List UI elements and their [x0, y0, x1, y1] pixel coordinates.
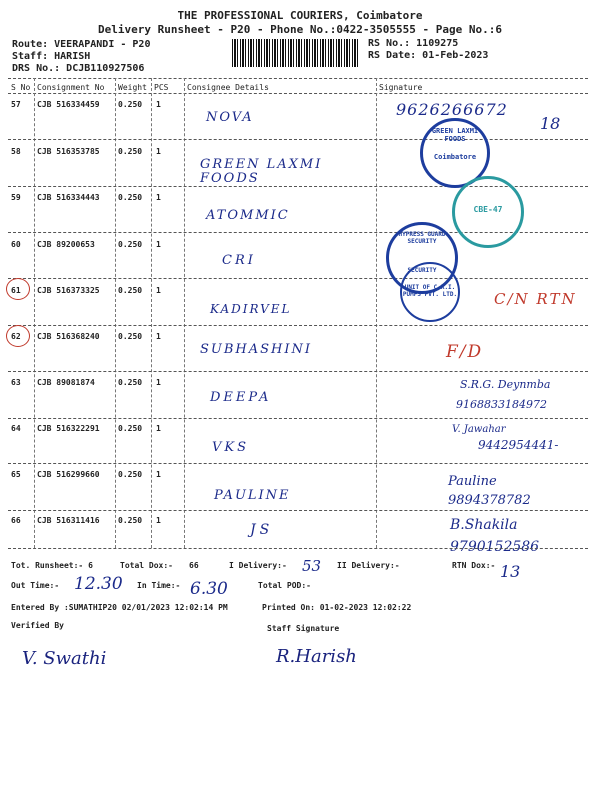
row-consignment-no: CJB 516311416: [37, 516, 100, 525]
staff-label: Staff: HARISH: [12, 51, 91, 62]
col-separator: [376, 78, 377, 548]
row-consignee: ATOMMIC: [206, 208, 290, 223]
total-dox-value: 66: [189, 561, 199, 570]
route-label: Route: VEERAPANDI - P20: [12, 39, 151, 50]
col-signature: Signature: [379, 83, 423, 92]
row-signature: 9442954441-: [478, 438, 559, 452]
row-weight: 0.250: [118, 100, 143, 109]
teal-company-stamp: [452, 176, 524, 248]
cri-pumps-stamp: [400, 262, 460, 322]
col-weight: Weight: [118, 83, 147, 92]
row-pcs: 1: [156, 193, 161, 202]
total-pod-label: Total POD:-: [258, 581, 311, 590]
row-sno: 63: [11, 378, 21, 387]
row-consignee: NOVA: [206, 110, 254, 125]
tot-runsheet: Tot. Runsheet:- 6: [11, 561, 93, 570]
rs-number: RS No.: 1109275: [368, 38, 459, 49]
stamp-ring-text: HYPRESS GUARD SECURITY: [398, 231, 446, 245]
row-weight: 0.250: [118, 470, 143, 479]
row-weight: 0.250: [118, 147, 143, 156]
row-sno: 58: [11, 147, 21, 156]
row-pcs: 1: [156, 378, 161, 387]
row-consignment-no: CJB 516299660: [37, 470, 100, 479]
entered-by: Entered By :SUMATHIP20 02/01/2023 12:02:14 PM: [11, 603, 228, 612]
row-signature-note: 18: [540, 114, 561, 133]
row-consignment-no: CJB 516334459: [37, 100, 100, 109]
stamp-center-text: CBE-47: [473, 205, 503, 214]
row-weight: 0.250: [118, 378, 143, 387]
row-consignment-no: CJB 516322291: [37, 424, 100, 433]
row-signature: B.Shakila 9790152586: [450, 517, 540, 555]
i-delivery-label: I Delivery:-: [229, 561, 287, 570]
col-pcs: PCS: [154, 83, 169, 92]
row-divider: [8, 418, 588, 419]
row-divider: [8, 371, 588, 372]
row-sno: 62: [11, 332, 21, 341]
i-delivery-value: 53: [302, 557, 322, 575]
drs-number: DRS No.: DCJB110927506: [12, 63, 145, 74]
verified-by-label: Verified By: [11, 621, 64, 630]
col-consignee: Consignee Details: [187, 83, 269, 92]
in-time-label: In Time:-: [137, 581, 181, 590]
row-pcs: 1: [156, 240, 161, 249]
row-sno: 65: [11, 470, 21, 479]
rtn-dox-label: RTN Dox:-: [452, 561, 496, 570]
row-signature: Pauline 9894378782: [448, 474, 531, 508]
header-top-rule: [8, 78, 588, 79]
row-signature: F/D: [446, 342, 484, 362]
row-consignee: JS: [250, 522, 274, 538]
col-consignment: Consignment No: [37, 83, 105, 92]
row-signature-name: V. Jawahar: [452, 424, 506, 435]
row-divider: [8, 139, 588, 140]
row-consignment-no: CJB 89081874: [37, 378, 95, 387]
row-consignment-no: CJB 516353785: [37, 147, 100, 156]
stamp-inner-text: SECURITY: [407, 267, 437, 274]
verifier-signature: V. Swathi: [22, 648, 107, 669]
stamp-ring-text: UNIT OF C.R.I. PUMPS PVT. LTD.: [402, 284, 458, 298]
row-divider: [8, 463, 588, 464]
barcode: [232, 39, 360, 67]
row-consignee: SUBHASHINI: [200, 342, 313, 357]
staff-signature-label: Staff Signature: [267, 624, 340, 633]
row-signature: C/N RTN: [494, 290, 577, 308]
rs-date: RS Date: 01-Feb-2023: [368, 50, 489, 61]
row-consignment-no: CJB 516368240: [37, 332, 100, 341]
row-consignee: CRI: [222, 253, 256, 268]
out-time-label: Out Time:-: [11, 581, 60, 590]
stamp-ring-text: GREEN LAXMI FOODS: [431, 127, 479, 143]
col-separator: [184, 78, 185, 548]
row-pcs: 1: [156, 286, 161, 295]
row-sno: 57: [11, 100, 21, 109]
header-bottom-rule: [8, 93, 588, 94]
row-consignment-no: CJB 516373325: [37, 286, 100, 295]
row-signature: 9626266672: [396, 100, 508, 119]
row-divider: [8, 278, 588, 279]
row-consignee: GREEN LAXMI FOODS: [200, 157, 323, 186]
row-sno: 64: [11, 424, 21, 433]
row-divider: [8, 325, 588, 326]
row-pcs: 1: [156, 147, 161, 156]
col-sno: S No: [11, 83, 31, 92]
row-pcs: 1: [156, 470, 161, 479]
row-signature: S.R.G. Deynmba: [460, 378, 551, 391]
row-sno: 61: [11, 286, 21, 295]
rtn-dox-value: 13: [500, 562, 521, 581]
row-weight: 0.250: [118, 240, 143, 249]
total-dox-label: Total Dox:-: [120, 561, 173, 570]
col-separator: [34, 78, 35, 548]
row-weight: 0.250: [118, 332, 143, 341]
row-consignee: DEEPA: [210, 390, 272, 405]
out-time-value: 12.30: [74, 574, 123, 594]
row-pcs: 1: [156, 516, 161, 525]
company-title: THE PROFESSIONAL COURIERS, Coimbatore: [177, 9, 423, 22]
row-pcs: 1: [156, 424, 161, 433]
row-weight: 0.250: [118, 193, 143, 202]
printed-on: Printed On: 01-02-2023 12:02:22: [262, 603, 412, 612]
col-separator: [151, 78, 152, 548]
in-time-value: 6.30: [190, 579, 228, 599]
row-sno: 59: [11, 193, 21, 202]
runsheet-subtitle: Delivery Runsheet - P20 - Phone No.:0422-3505555 - Page No.:6: [98, 23, 502, 36]
row-consignee: PAULINE: [214, 488, 291, 503]
row-signature-phone: 9168833184972: [456, 398, 547, 411]
row-sno: 60: [11, 240, 21, 249]
row-weight: 0.250: [118, 516, 143, 525]
row-sno: 66: [11, 516, 21, 525]
row-pcs: 1: [156, 332, 161, 341]
staff-signature: R.Harish: [276, 646, 357, 667]
ii-delivery-label: II Delivery:-: [337, 561, 400, 570]
row-weight: 0.250: [118, 286, 143, 295]
row-divider: [8, 510, 588, 511]
row-consignee: VKS: [212, 440, 250, 455]
row-weight: 0.250: [118, 424, 143, 433]
row-divider: [8, 548, 588, 549]
row-consignee: KADIRVEL: [210, 302, 292, 316]
col-separator: [115, 78, 116, 548]
stamp-center-text: Coimbatore: [433, 153, 477, 161]
row-pcs: 1: [156, 100, 161, 109]
row-consignment-no: CJB 89200653: [37, 240, 95, 249]
row-consignment-no: CJB 516334443: [37, 193, 100, 202]
